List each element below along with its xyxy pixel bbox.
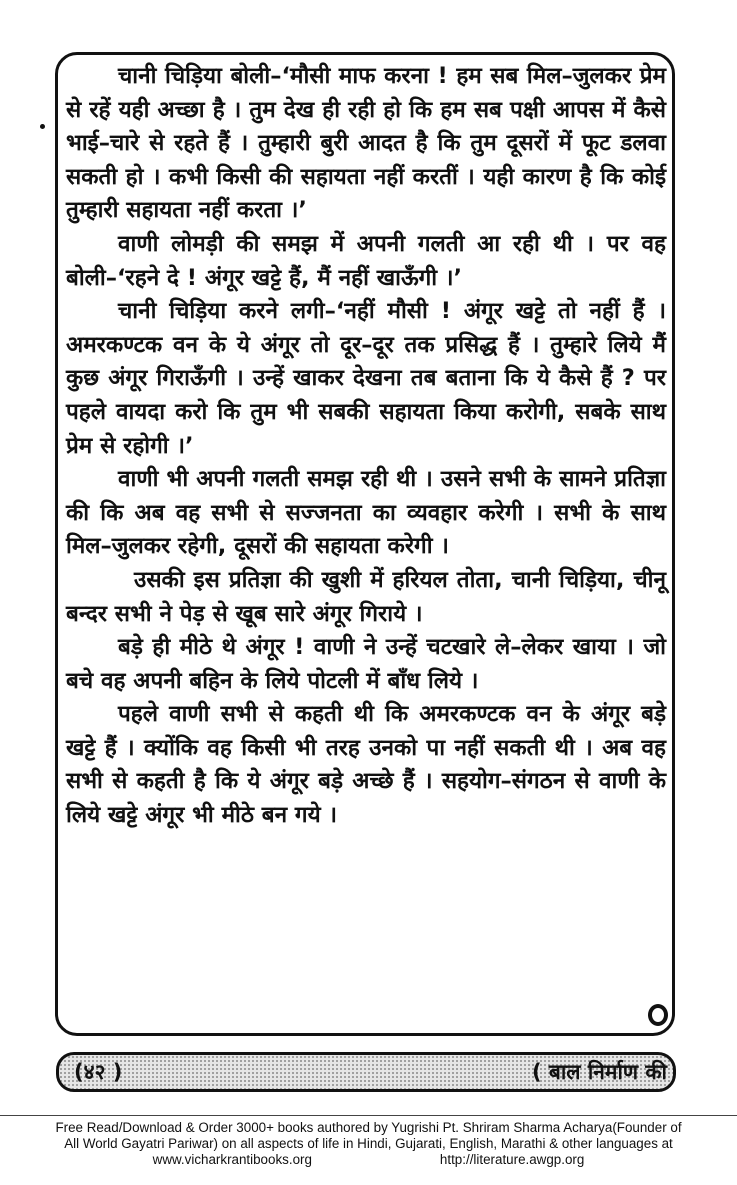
publisher-credit [8, 1120, 729, 1168]
link-literature[interactable]: http://literature.awgp.org [439, 1152, 585, 1167]
paragraph: पहले वाणी सभी से कहती थी कि अमरकण्टक वन के अंगूर बड़े खट्टे हैं । क्योंकि वह किसी भी तरह उनको पा नहीं सकती थी । अब वह सभी से कहती है कि ये अंगूर बड़े अच्छे हैं । सहयोग–संगठन से वाणी के लिये खट्टे अंगूर भी मीठे बन गये । [66, 701, 666, 829]
paragraph: बड़े ही मीठे थे अंगूर ! वाणी ने उन्हें चटखारे ले–लेकर खाया । जो बचे वह अपनी बहिन के लिये पोटली में बाँध लिये । [66, 634, 666, 694]
paragraph: वाणी भी अपनी गलती समझ रही थी । उसने सभी के सामने प्रतिज्ञा की कि अब वह सभी से सज्जनता का व्यवहार करेगी । सभी के साथ मिल–जुलकर रहेगी, दूसरों की सहायता करेगी । [66, 466, 666, 560]
story-text [66, 60, 666, 833]
paragraph: चानी चिड़िया बोली–‘मौसी माफ करना ! हम सब मिल–जुलकर प्रेम से रहें यही अच्छा है । तुम देख ही रही हो कि हम सब पक्षी आपस में कैसे भाई–चारे से रहते हैं । तुम्हारी बुरी आदत है कि तुम दूसरों में फूट डलवा सकती हो । कभी किसी की सहायता नहीं करतीं । यही कारण है कि कोई तुम्हारी सहायता नहीं करता ।’ [66, 63, 666, 224]
paragraph: चानी चिड़िया करने लगी–‘नहीं मौसी ! अंगूर खट्टे तो नहीं हैं । अमरकण्टक वन के ये अंगूर तो दूर–दूर तक प्रसिद्ध हैं । तुम्हारे लिये मैं कुछ अंगूर गिराऊँगी । उन्हें खाकर देखना तब बताना कि ये कैसे हैं ? पर पहले वायदा करो कि तुम भी सबकी सहायता किया करोगी, सबके साथ प्रेम से रहोगी ।’ [66, 298, 666, 459]
story-end-icon [648, 1004, 668, 1026]
divider [0, 1115, 737, 1116]
link-vicharkranti[interactable]: www.vicharkrantibooks.org [152, 1152, 312, 1167]
credit-line-2: All World Gayatri Pariwar) on all aspects of life in Hindi, Gujarati, English, Marathi & other languages at [64, 1136, 673, 1151]
credit-line-1: Free Read/Download & Order 3000+ books authored by Yugrishi Pt. Shriram Sharma Acharya(Founder of [55, 1120, 682, 1135]
series-title: ( बाल निर्माण की [531, 1060, 667, 1084]
paragraph: वाणी लोमड़ी की समझ में अपनी गलती आ रही थी । पर वह बोली–‘रहने दे ! अंगूर खट्टे हैं, मैं नहीं खाऊँगी ।’ [66, 230, 666, 291]
page-number: (४२ ) [74, 1060, 123, 1084]
paragraph: उसकी इस प्रतिज्ञा की खुशी में हरियल तोता, चानी चिड़िया, चीनू बन्दर सभी ने पेड़ से खूब सारे अंगूर गिराये । [66, 566, 666, 627]
margin-mark [40, 124, 45, 129]
